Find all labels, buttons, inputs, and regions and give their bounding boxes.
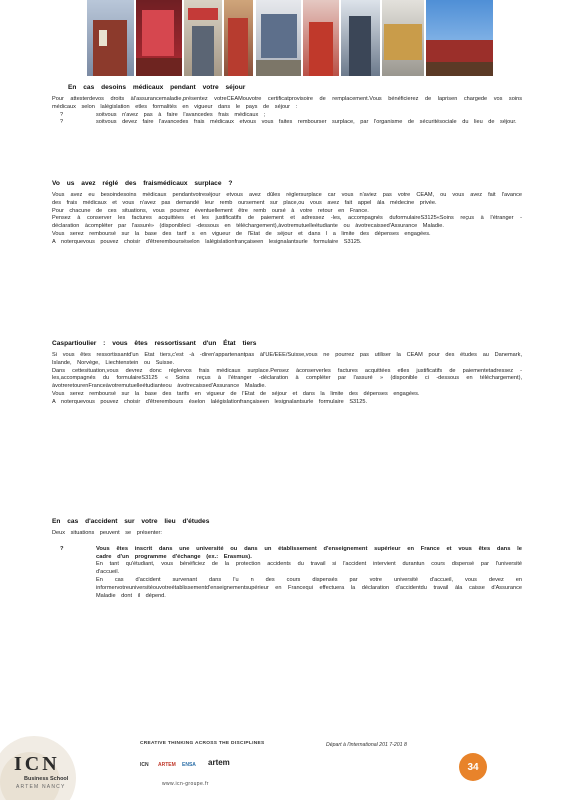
paragraph: Vous serez remboursé sur la base des tarif s en vigueur de l'Etat de séjour et dans l a limite des dépenses engagées. [52,230,431,237]
partner-logo-artem-2: artem [208,758,230,767]
section-heading: En cas desoins médicaux pendant votre séjour [68,84,246,91]
bullet-marker: ? [60,111,64,118]
photo-2 [136,0,182,76]
paragraph: Vous serez remboursé sur la base des tarifs en vigueur de l'Etat de séjour et dans la limite des dépenses engagées. [52,390,420,397]
photo-8 [382,0,424,76]
paragraph: Pensez à conserver les factures acquittées et les justificatifs de paiement et adressez -les, accompagnés duformulaireS3125«Soins reçus à l'étranger -déclaration àcompléter par l'assuré» (disponibleci -dessous en téléchargement),àvotremutuelleétudiante ou àvotrecaissed'Assurance Maladie. [52,215,522,230]
paragraph: Pour chacune de ces situations, vous pourrez éventuellement être remb oursé à votre retour en France. [52,207,369,214]
icn-logo-subtitle: Business School [24,776,69,782]
section-medical-care [52,84,522,127]
page-number-badge: 34 [459,753,487,781]
section-heading: En cas d'accident sur votre lieu d'études [52,518,210,525]
paragraph: Pour attesterdevos droits àl'assurancemaladie,présentez votreCEAMouvotre certificatprovisoire de remplacement.Vous bénéficierez de laprisen chargede vos soins médicaux selon lalégislation etles formalités en vigueur dans le pays de séjour : [52,96,522,110]
indented-paragraph: En tant qu'étudiant, vous bénéficiez de la protection accidents du travail si l'accident intervient durantun cours dispensé par l'université d'accueil. [96,561,522,576]
photo-5 [256,0,301,76]
section-heading: Caspartioulier : vous êtes ressortissant d'un État tiers [52,340,257,347]
partner-logo-artem: ARTEM [158,762,176,768]
bullet-marker: ? [60,545,64,552]
photo-4 [224,0,253,76]
icn-logo: ICN [14,753,60,775]
photo-7 [341,0,380,76]
paragraph: Deux situations peuvent se présenter: [52,530,162,536]
paragraph: Si vous êtes ressortissantd'un Etat tiers,c'est -à -diren'appartenantpas àl'UE/EEE/Suisse,vous ne pourrez pas utiliser la CEAM pour des études au Danemark, Islande, Norvège, Liechtenstein ou Suisse. [52,352,522,366]
footer-url[interactable]: www.icn-groupe.fr [162,781,209,787]
section-heading: Vo us avez réglé des fraismédicaux surplace ? [52,180,233,187]
photo-1 [87,0,134,76]
paragraph: Vous avez eu besoindesoins médicaux pendantvotreséjour etvous avez dûles réglersurplace car vous n'aviez pas votre CEAM, ou vous avez fait l'avance des frais médicaux et vous n'avez pas demandé leur remb oursement sur place,ou vous avez fait appel àla médecine privée. [52,192,522,206]
photo-9 [426,0,493,76]
partner-logo-ensa: ENSA [182,762,196,768]
bullet-item: ? Vous êtes inscrit dans une université ou dans un établissement d'enseignement supérieur en France et vous êtes dans le cadre d'un programme d'échange (ex.: Erasmus). [60,545,522,560]
partner-logos [140,756,260,776]
footer-tagline: CREATIVE THINKING ACROSS THE DISCIPLINES [140,741,265,746]
partner-logo-icn: ICN [140,762,149,768]
section-third-country [52,340,522,407]
paragraph: A noterquevous pouvez choisir d'êtrerembourséselon lalégislationfrançaiseen lesignalantsurle formulaire S3125. [52,238,362,245]
bullet-item: ? soitvous n'avez pas à faire l'avancedes frais médicaux ; [60,111,266,118]
section-paid-on-site [52,180,522,247]
paragraph: A noterquevous pouvez choisir d'êtrerembours éselon lalégislationfrançaiseen lesignalantsurle formulaire S3125. [52,398,368,405]
paragraph: Dans cettesituation,vous devrez donc réglervos frais médicaux surplace.Pensez àconserverles factures acquittées etles justificatifs de paiementetadressez -les,accompagnés du formulaireS3125 « Soins reçus à l'étranger -déclaration à compléter par l'assuré » (disponible ci -dessous en téléchargement), àvotreretourenFranceàvotremutuelleétudianteou àvotrecaissed'Assurance Maladie. [52,367,522,390]
footer-guide-title: Départ à l'international 201 7-201 8 [326,742,407,748]
bullet-item: ? soitvous devez faire l'avancedes frais médicaux etvous vous faites rembourser surplace, par l'organisme de sécuritésociale du lieu de séjour. [60,119,517,126]
photo-6 [303,0,339,76]
section-accident [52,518,522,600]
footer-tagline-block [140,741,290,746]
photo-3 [184,0,222,76]
indented-paragraph: En cas d'accident survenant dans l'u n des cours dispensés par votre université d'accueil, vous devez en informervotreuniversitéouvotreétablissementd'enseignementsupérieur en Francequi effectuera la déclaration d'accidentdu travail àla caisse d'Assurance Maladie dont il dépend. [96,576,522,599]
bullet-marker: ? [60,119,64,126]
icn-logo-subtitle-2: ARTEM NANCY [16,784,66,790]
header-photo-strip [0,0,566,76]
